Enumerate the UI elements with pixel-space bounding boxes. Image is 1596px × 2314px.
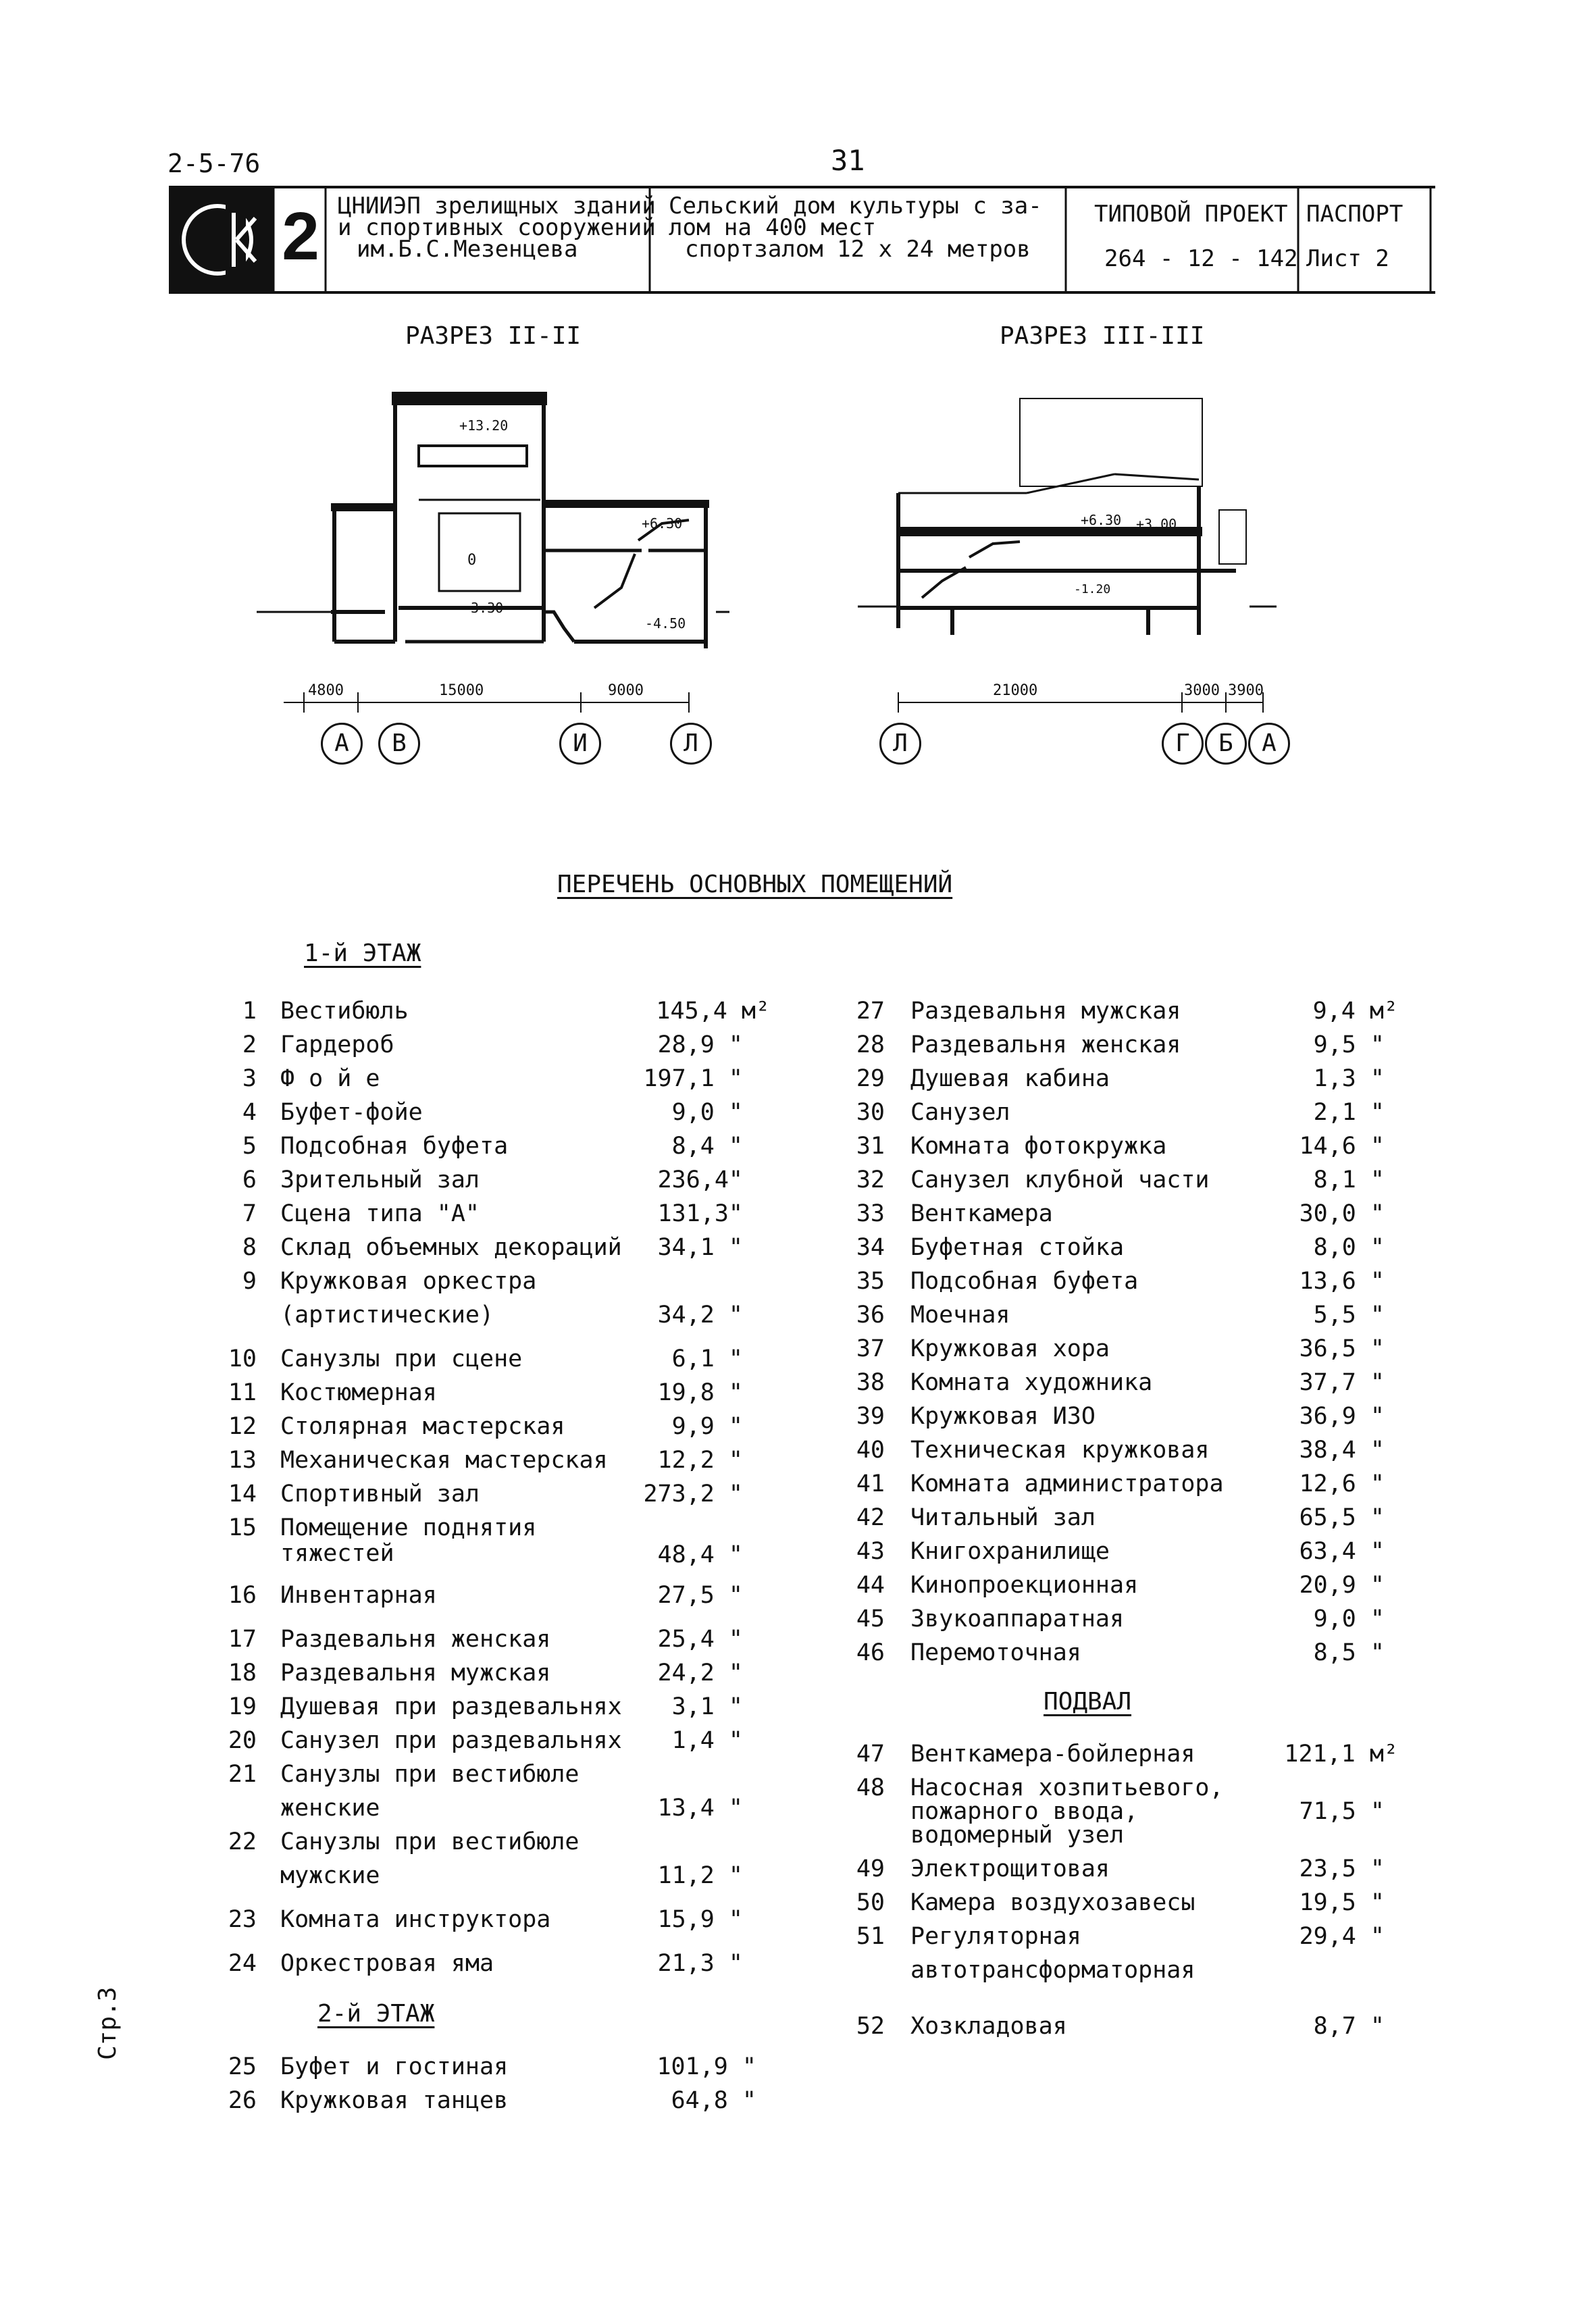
- axis-marker: А: [1248, 723, 1290, 765]
- room-number: 50: [856, 1889, 885, 1916]
- room-name: Душевая кабина: [910, 1065, 1110, 1092]
- room-area: 9,0 ": [671, 1099, 743, 1126]
- room-number: 5: [242, 1133, 257, 1160]
- room-number: 6: [242, 1166, 257, 1193]
- room-name: Костюмерная: [280, 1379, 437, 1406]
- room-name: Моечная: [910, 1302, 1010, 1329]
- level-mark: +3.00: [1136, 516, 1177, 532]
- list-title: ПЕРЕЧЕНЬ ОСНОВНЫХ ПОМЕЩЕНИЙ: [557, 871, 953, 898]
- room-area: 37,7 ": [1299, 1369, 1385, 1396]
- room-name: Электрощитовая: [910, 1855, 1110, 1882]
- room-area: 13,4 ": [657, 1795, 743, 1822]
- room-number: 36: [856, 1302, 885, 1329]
- room-number: 42: [856, 1504, 885, 1531]
- room-area: 8,4 ": [671, 1133, 743, 1160]
- room-area: 145,4 м²: [656, 998, 770, 1025]
- room-name: Камера воздухозавесы: [910, 1889, 1195, 1916]
- room-name: Венткамера: [910, 1200, 1053, 1227]
- logo-icon: [169, 186, 274, 292]
- room-name: Оркестровая яма: [280, 1950, 494, 1977]
- room-number: 47: [856, 1741, 885, 1768]
- room-number: 40: [856, 1437, 885, 1464]
- room-number: 19: [228, 1693, 257, 1720]
- room-name: Санузлы при сцене: [280, 1345, 523, 1372]
- room-name-cont: водомерный узел: [910, 1822, 1125, 1849]
- room-number: 15: [228, 1514, 257, 1541]
- room-number: 3: [242, 1065, 257, 1092]
- room-name: Регуляторная: [910, 1923, 1081, 1950]
- room-name: Санузел: [910, 1099, 1010, 1126]
- room-area: 65,5 ": [1299, 1504, 1385, 1531]
- room-number: 7: [242, 1200, 257, 1227]
- basement-title: ПОДВАЛ: [1044, 1688, 1132, 1716]
- room-name: Буфет-фойе: [280, 1099, 423, 1126]
- room-name: Комната администратора: [910, 1470, 1224, 1497]
- room-name: Инвентарная: [280, 1582, 437, 1609]
- dimension-label: 4800: [308, 682, 344, 699]
- dimension-label: 3900: [1228, 682, 1264, 699]
- room-number: 29: [856, 1065, 885, 1092]
- room-name: Звукоаппаратная: [910, 1605, 1125, 1632]
- room-area: 9,5 ": [1313, 1031, 1385, 1058]
- axis-marker: Б: [1205, 723, 1247, 765]
- room-area: 63,4 ": [1299, 1538, 1385, 1565]
- title-block: [169, 186, 1435, 294]
- room-number: 33: [856, 1200, 885, 1227]
- page-code: 2-5-76: [168, 149, 261, 178]
- level-mark: +13.20: [459, 417, 509, 434]
- room-name: Буфет и гостиная: [280, 2053, 509, 2080]
- dimension-label: 21000: [993, 682, 1038, 699]
- room-area: 8,1 ": [1313, 1166, 1385, 1193]
- room-area: 6,1 ": [671, 1345, 743, 1372]
- room-name: Комната художника: [910, 1369, 1153, 1396]
- room-number: 13: [228, 1447, 257, 1474]
- room-name: Санузлы при вестибюле: [280, 1828, 580, 1855]
- room-name: Кружковая оркестра: [280, 1268, 537, 1295]
- room-area: 121,1 м²: [1284, 1741, 1398, 1768]
- floor1-title: 1-й ЭТАЖ: [304, 940, 421, 967]
- room-number: 44: [856, 1572, 885, 1599]
- room-area: 131,3": [657, 1200, 743, 1227]
- side-page-label: Стр.3: [94, 1986, 122, 2060]
- room-number: 48: [856, 1774, 885, 1801]
- room-name: Спортивный зал: [280, 1481, 480, 1508]
- room-area: 25,4 ": [657, 1626, 743, 1653]
- room-number: 14: [228, 1481, 257, 1508]
- room-area: 5,5 ": [1313, 1302, 1385, 1329]
- room-number: 26: [228, 2087, 257, 2114]
- room-area: 71,5 ": [1299, 1798, 1385, 1825]
- room-name: Кружковая хора: [910, 1335, 1110, 1362]
- room-area: 11,2 ": [657, 1862, 743, 1889]
- level-mark: 0: [467, 552, 477, 569]
- room-area: 8,5 ": [1313, 1639, 1385, 1666]
- room-number: 51: [856, 1923, 885, 1950]
- level-mark: -4.50: [645, 615, 686, 632]
- room-area: 3,1 ": [671, 1693, 743, 1720]
- room-area: 23,5 ": [1299, 1855, 1385, 1882]
- level-mark: +6.30: [642, 515, 683, 532]
- room-number: 43: [856, 1538, 885, 1565]
- org-name: ЦНИИЭП зрелищных зданий и спортивных сооружений им.Б.С.Мезенцева: [338, 192, 656, 263]
- room-name: Раздевальня мужская: [280, 1660, 551, 1687]
- room-number: 12: [228, 1413, 257, 1440]
- dimension-label: 3000: [1184, 682, 1220, 699]
- room-number: 49: [856, 1855, 885, 1882]
- room-area: 36,9 ": [1299, 1403, 1385, 1430]
- room-area: 34,1 ": [657, 1234, 743, 1261]
- room-name: Техническая кружковая: [910, 1437, 1210, 1464]
- room-name: Ф о й е: [280, 1065, 380, 1092]
- room-name: Санузлы при вестибюле: [280, 1761, 580, 1788]
- room-number: 35: [856, 1268, 885, 1295]
- room-area: 21,3 ": [657, 1950, 743, 1977]
- section-left-title: РАЗРЕЗ II-II: [405, 322, 582, 350]
- room-number: 25: [228, 2053, 257, 2080]
- level-mark: -3.30: [463, 600, 504, 616]
- section-left-drawing: [257, 385, 729, 763]
- room-number: 8: [242, 1234, 257, 1261]
- room-name: Санузел клубной части: [910, 1166, 1210, 1193]
- room-area: 9,9 ": [671, 1413, 743, 1440]
- room-area: 64,8 ": [671, 2087, 756, 2114]
- room-area: 12,2 ": [657, 1447, 743, 1474]
- floor2-title: 2-й ЭТАЖ: [317, 2000, 435, 2028]
- room-name: Буфетная стойка: [910, 1234, 1125, 1261]
- room-name: Хозкладовая: [910, 2013, 1067, 2040]
- room-number: 24: [228, 1950, 257, 1977]
- room-area: 9,0 ": [1313, 1605, 1385, 1632]
- dimension-label: 15000: [439, 682, 484, 699]
- room-name: Раздевальня мужская: [910, 998, 1181, 1025]
- room-name: Раздевальня женская: [280, 1626, 551, 1653]
- room-area: 29,4 ": [1299, 1923, 1385, 1950]
- room-name: Санузел при раздевальнях: [280, 1727, 622, 1754]
- room-area: 27,5 ": [657, 1582, 743, 1609]
- room-number: 45: [856, 1605, 885, 1632]
- project-label: ТИПОВОЙ ПРОЕКТ: [1094, 201, 1288, 228]
- room-name-cont: женские: [280, 1795, 380, 1822]
- room-number: 10: [228, 1345, 257, 1372]
- room-area: 36,5 ": [1299, 1335, 1385, 1362]
- section-right-title: РАЗРЕЗ III-III: [1000, 322, 1205, 350]
- room-number: 38: [856, 1369, 885, 1396]
- room-area: 197,1 ": [643, 1065, 743, 1092]
- room-name: Кружковая танцев: [280, 2087, 509, 2114]
- room-area: 12,6 ": [1299, 1470, 1385, 1497]
- room-area: 28,9 ": [657, 1031, 743, 1058]
- room-number: 20: [228, 1727, 257, 1754]
- room-area: 8,0 ": [1313, 1234, 1385, 1261]
- room-number: 2: [242, 1031, 257, 1058]
- room-area: 38,4 ": [1299, 1437, 1385, 1464]
- room-number: 1: [242, 998, 257, 1025]
- sheet-label: Лист 2: [1306, 245, 1389, 272]
- room-number: 11: [228, 1379, 257, 1406]
- room-number: 41: [856, 1470, 885, 1497]
- room-area: 13,6 ": [1299, 1268, 1385, 1295]
- room-area: 273,2 ": [643, 1481, 743, 1508]
- room-area: 1,4 ": [671, 1727, 743, 1754]
- room-name: Книгохранилище: [910, 1538, 1110, 1565]
- room-area: 2,1 ": [1313, 1099, 1385, 1126]
- room-name: Читальный зал: [910, 1504, 1096, 1531]
- room-name-cont: тяжестей: [280, 1540, 394, 1567]
- room-area: 20,9 ": [1299, 1572, 1385, 1599]
- room-number: 30: [856, 1099, 885, 1126]
- room-name-cont: (артистические): [280, 1302, 494, 1329]
- room-name: Столярная мастерская: [280, 1413, 565, 1440]
- room-number: 52: [856, 2013, 885, 2040]
- room-name: Склад объемных декораций: [280, 1234, 622, 1261]
- room-name: Подсобная буфета: [280, 1133, 509, 1160]
- room-name: Механическая мастерская: [280, 1447, 608, 1474]
- room-name: Комната фотокружка: [910, 1133, 1167, 1160]
- level-mark: +6.30: [1081, 512, 1122, 528]
- room-area: 8,7 ": [1313, 2013, 1385, 2040]
- axis-marker: А: [321, 723, 363, 765]
- project-number: 264 - 12 - 142: [1104, 245, 1298, 272]
- room-number: 21: [228, 1761, 257, 1788]
- room-number: 18: [228, 1660, 257, 1687]
- room-name: Комната инструктора: [280, 1906, 551, 1933]
- room-area: 15,9 ": [657, 1906, 743, 1933]
- room-name-cont: мужские: [280, 1862, 380, 1889]
- room-name: Венткамера-бойлерная: [910, 1741, 1195, 1768]
- room-number: 22: [228, 1828, 257, 1855]
- room-number: 9: [242, 1268, 257, 1295]
- room-area: 19,5 ": [1299, 1889, 1385, 1916]
- room-area: 48,4 ": [657, 1541, 743, 1568]
- axis-marker: Г: [1162, 723, 1204, 765]
- room-name-cont: пожарного ввода,: [910, 1798, 1139, 1825]
- room-name: Перемоточная: [910, 1639, 1081, 1666]
- room-name: Кинопроекционная: [910, 1572, 1139, 1599]
- room-name: Насосная хозпитьевого,: [910, 1774, 1224, 1801]
- room-number: 28: [856, 1031, 885, 1058]
- axis-marker: Л: [670, 723, 712, 765]
- logo-digit: 2: [282, 199, 319, 274]
- section-right-drawing: [858, 385, 1290, 763]
- room-area: 101,9 ": [657, 2053, 756, 2080]
- room-name: Раздевальня женская: [910, 1031, 1181, 1058]
- room-name: Сцена типа "А": [280, 1200, 480, 1227]
- room-name: Помещение поднятия: [280, 1514, 537, 1541]
- room-area: 30,0 ": [1299, 1200, 1385, 1227]
- dimension-label: 9000: [608, 682, 644, 699]
- doc-label: ПАСПОРТ: [1306, 201, 1404, 228]
- room-number: 31: [856, 1133, 885, 1160]
- room-area: 19,8 ": [657, 1379, 743, 1406]
- room-number: 39: [856, 1403, 885, 1430]
- room-name: Кружковая ИЗО: [910, 1403, 1096, 1430]
- room-number: 46: [856, 1639, 885, 1666]
- room-name: Зрительный зал: [280, 1166, 480, 1193]
- room-number: 34: [856, 1234, 885, 1261]
- room-number: 37: [856, 1335, 885, 1362]
- room-area: 1,3 ": [1313, 1065, 1385, 1092]
- axis-marker: И: [559, 723, 601, 765]
- room-name: Гардероб: [280, 1031, 394, 1058]
- room-area: 9,4 м²: [1312, 998, 1398, 1025]
- room-number: 32: [856, 1166, 885, 1193]
- room-number: 4: [242, 1099, 257, 1126]
- room-number: 17: [228, 1626, 257, 1653]
- object-name: Сельский дом культуры с за- лом на 400 мест спортзалом 12 х 24 метров: [669, 192, 1042, 263]
- room-area: 236,4": [657, 1166, 743, 1193]
- room-area: 34,2 ": [657, 1302, 743, 1329]
- room-area: 24,2 ": [657, 1660, 743, 1687]
- level-mark: -1.20: [1074, 582, 1111, 596]
- page-number: 31: [831, 144, 865, 177]
- room-number: 27: [856, 998, 885, 1025]
- room-number: 23: [228, 1906, 257, 1933]
- room-name-cont: автотрансформаторная: [910, 1957, 1195, 1984]
- room-name: Вестибюль: [280, 998, 409, 1025]
- room-name: Душевая при раздевальнях: [280, 1693, 622, 1720]
- axis-marker: В: [378, 723, 420, 765]
- axis-marker: Л: [879, 723, 921, 765]
- room-number: 16: [228, 1582, 257, 1609]
- room-name: Подсобная буфета: [910, 1268, 1139, 1295]
- room-area: 14,6 ": [1299, 1133, 1385, 1160]
